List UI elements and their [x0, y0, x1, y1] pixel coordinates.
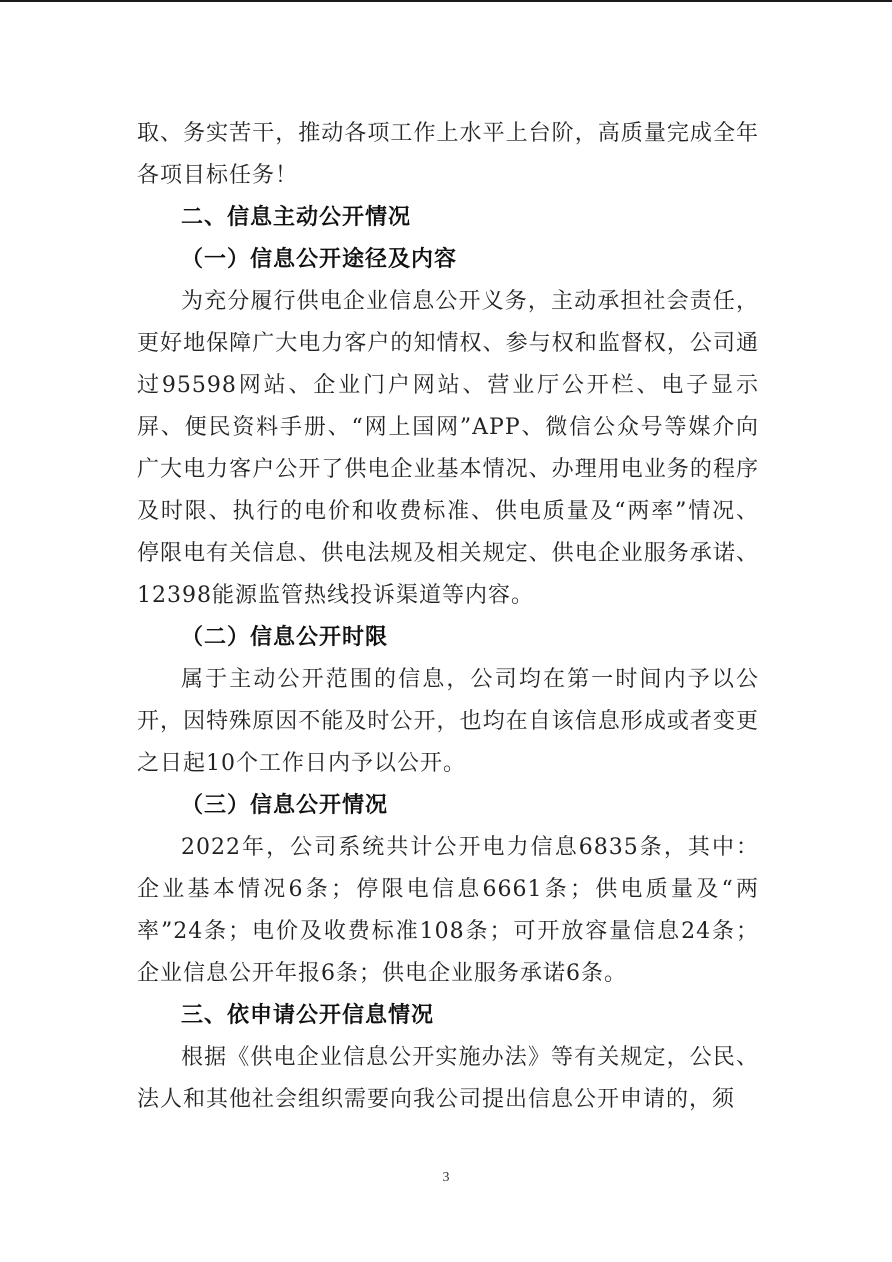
subsection-heading-1: （一）信息公开途径及内容 [181, 247, 458, 272]
paragraph-application: 根据《供电企业信息公开实施办法》等有关规定，公民、法人和其他社会组织需要向我公司提出信息公开申请的，须 [137, 1045, 759, 1112]
section-heading-3: 三、依申请公开信息情况 [181, 1003, 435, 1028]
top-border-line [0, 0, 892, 2]
paragraph-channels: 为充分履行供电企业信息公开义务，主动承担社会责任，更好地保障广大电力客户的知情权、参与权和监督权，公司通过95598网站、企业门户网站、营业厅公开栏、电子显示屏、便民资料手册、“网上国网”APP、微信公众号等媒介向广大电力客户公开了供电企业基本情况、办理用电业务的程序及时限、执行的电价和收费标准、供电质量及“两率”情况、停限电有关信息、供电法规及相关规定、供电企业服务承诺、12398能源监管热线投诉渠道等内容。 [137, 289, 759, 608]
document-body [137, 113, 759, 1121]
paragraph-time-limit: 属于主动公开范围的信息，公司均在第一时间内予以公开，因特殊原因不能及时公开，也均在自该信息形成或者变更之日起10个工作日内予以公开。 [137, 667, 759, 776]
paragraph-statistics: 2022年，公司系统共计公开电力信息6835条，其中：企业基本情况6条；停限电信息6661条；供电质量及“两率”24条；电价及收费标准108条；可开放容量信息24条；企业信息公开年报6条；供电企业服务承诺6条。 [137, 835, 759, 986]
subsection-heading-3: （三）信息公开情况 [181, 793, 389, 818]
subsection-heading-2: （二）信息公开时限 [181, 625, 389, 650]
page-number: 3 [442, 1170, 450, 1185]
section-heading-2: 二、信息主动公开情况 [181, 205, 412, 230]
paragraph-continuation: 取、务实苦干，推动各项工作上水平上台阶，高质量完成全年各项目标任务！ [137, 121, 759, 188]
